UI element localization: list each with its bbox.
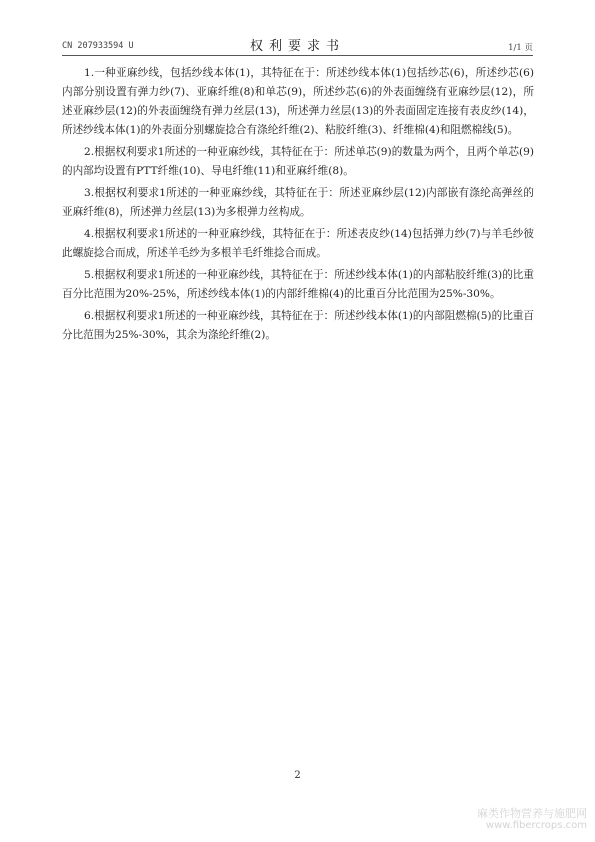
claim-5: 5.根据权利要求1所述的一种亚麻纱线，其特征在于：所述纱线本体(1)的内部粘胶纤维(3)的比重百分比范围为20%-25%，所述纱线本体(1)的内部纤维棉(4)的比重百分比范围为25%-30%。: [62, 269, 534, 300]
document-title: 权利要求书: [249, 39, 345, 54]
claims-list: [62, 64, 534, 348]
watermark: [477, 808, 587, 832]
watermark-url: www.fibercrops.com: [485, 820, 587, 831]
document-number: CN 207933594 U: [62, 41, 134, 51]
claim-6: 6.根据权利要求1所述的一种亚麻纱线，其特征在于：所述纱线本体(1)的内部阻燃棉(5)的比重百分比范围为25%-30%，其余为涤纶纤维(2)。: [62, 310, 534, 341]
page-number: 2: [294, 770, 301, 781]
claim-4: 4.根据权利要求1所述的一种亚麻纱线，其特征在于：所述表皮纱(14)包括弹力纱(7)与羊毛纱彼此螺旋捻合而成，所述羊毛纱为多根羊毛纤维捻合而成。: [62, 228, 534, 259]
claim-2: 2.根据权利要求1所述的一种亚麻纱线，其特征在于：所述单芯(9)的数量为两个，且两个单芯(9)的内部均设置有PTT纤维(10)、导电纤维(11)和亚麻纤维(8)。: [62, 146, 534, 177]
claim-1: 1.一种亚麻纱线，包括纱线本体(1)，其特征在于：所述纱线本体(1)包括纱芯(6)，所述纱芯(6)内部分别设置有弹力纱(7)、亚麻纤维(8)和单芯(9)，所述纱芯(6)的外表面缠绕有亚麻纱层(12)，所述亚麻纱层(12)的外表面缠绕有弹力丝层(13)，所述弹力丝层(13)的外表面固定连接有表皮纱(14)，所述纱线本体(1)的外表面分别螺旋捻合有涤纶纤维(2)、粘胶纤维(3)、纤维棉(4)和阻燃棉线(5)。: [62, 67, 534, 136]
header-divider: [62, 55, 533, 56]
claim-3: 3.根据权利要求1所述的一种亚麻纱线，其特征在于：所述亚麻纱层(12)内部嵌有涤纶高弹丝的亚麻纤维(8)，所述弹力丝层(13)为多根弹力丝构成。: [62, 187, 534, 218]
watermark-site-name: 麻类作物营养与施肥网: [477, 807, 587, 820]
page-count: 1/1 页: [508, 43, 533, 53]
page-header: [62, 34, 533, 54]
